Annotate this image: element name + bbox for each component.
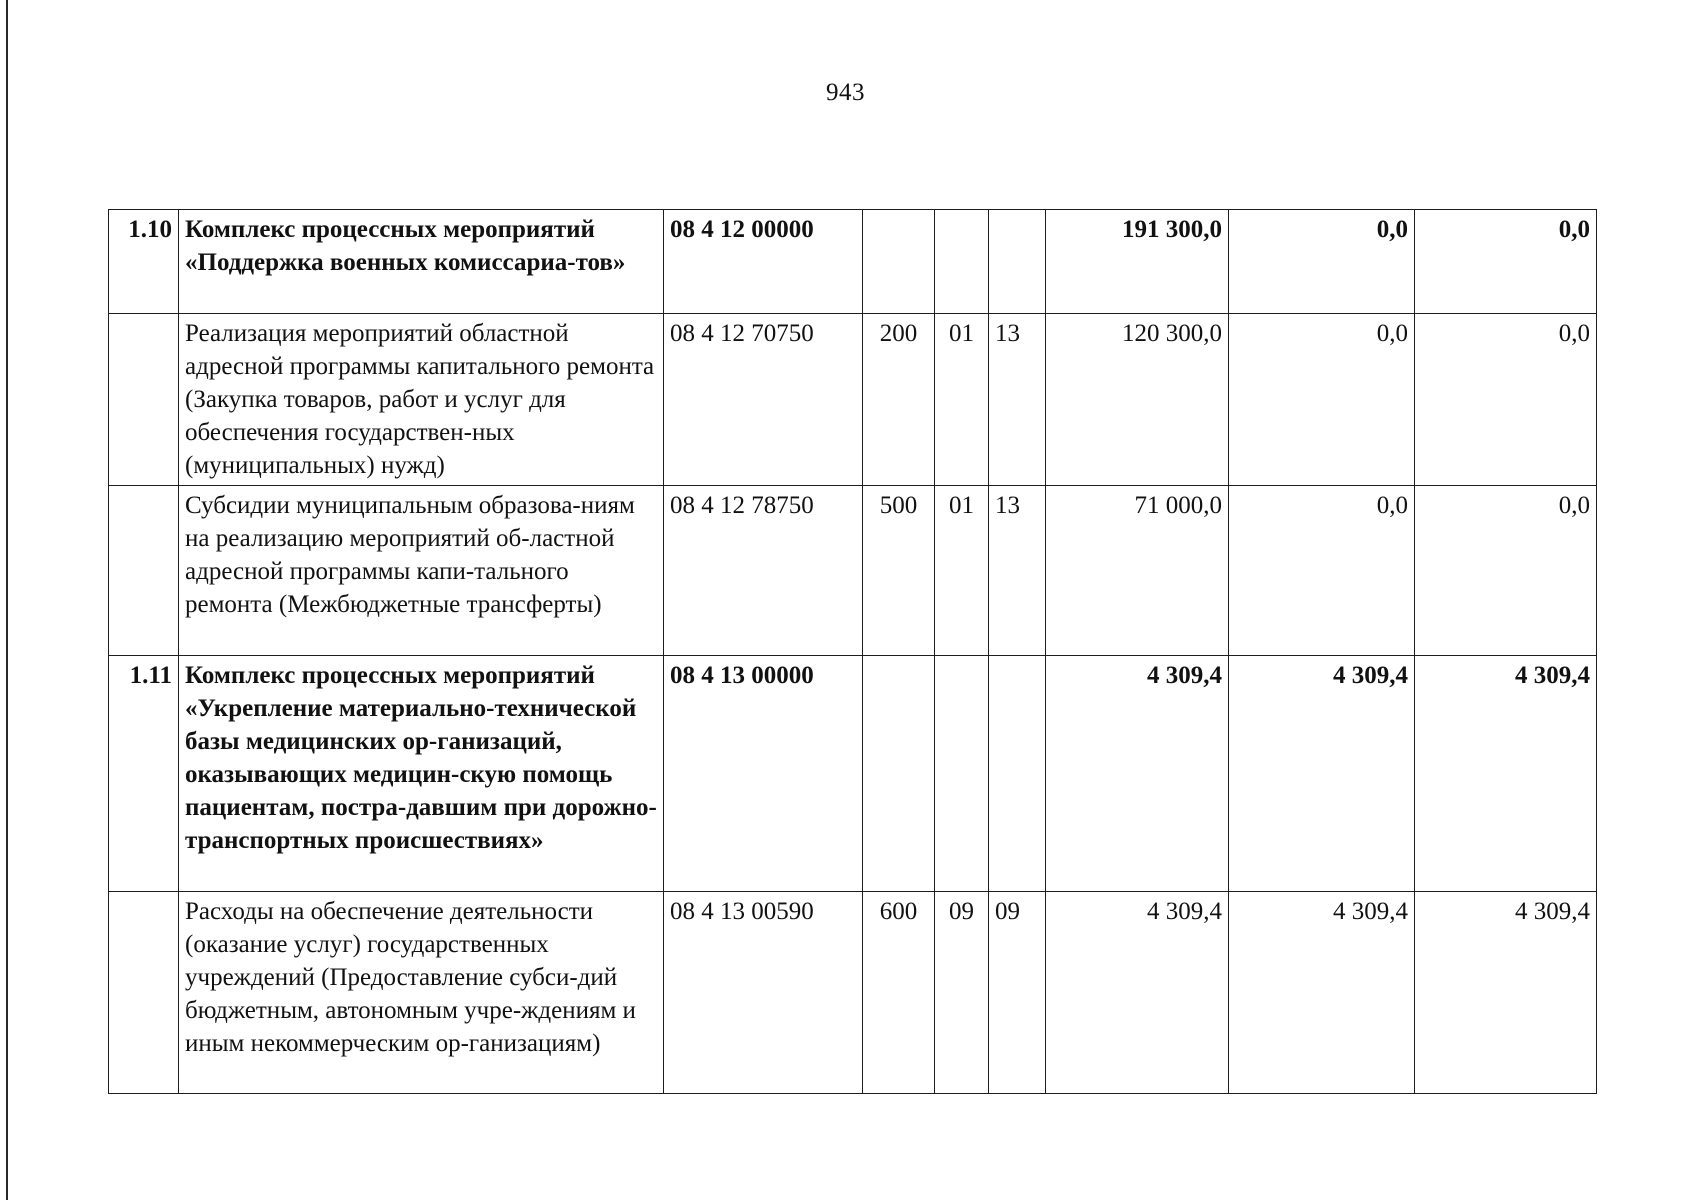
row-section: 01 xyxy=(935,314,989,486)
row-amount-2: 4 309,4 xyxy=(1229,892,1415,1094)
row-expense-type: 500 xyxy=(863,486,935,656)
row-amount-3: 0,0 xyxy=(1415,486,1597,656)
row-amount-1: 120 300,0 xyxy=(1046,314,1229,486)
row-section: 01 xyxy=(935,486,989,656)
row-name: Реализация мероприятий областной адресной программы капитального ремонта (Закупка товаров, работ и услуг для обеспечения государствен-ных (муниципальных) нужд) xyxy=(179,314,664,486)
row-amount-2: 0,0 xyxy=(1229,314,1415,486)
row-amount-1: 4 309,4 xyxy=(1046,892,1229,1094)
row-subsection xyxy=(989,210,1046,314)
row-subsection xyxy=(989,656,1046,892)
row-expense-type: 600 xyxy=(863,892,935,1094)
row-expense-type xyxy=(863,656,935,892)
row-code: 08 4 13 00590 xyxy=(664,892,863,1094)
row-subsection: 13 xyxy=(989,486,1046,656)
row-code: 08 4 12 00000 xyxy=(664,210,863,314)
row-code: 08 4 13 00000 xyxy=(664,656,863,892)
row-subsection: 09 xyxy=(989,892,1046,1094)
row-amount-1: 71 000,0 xyxy=(1046,486,1229,656)
row-expense-type: 200 xyxy=(863,314,935,486)
page-edge-line xyxy=(6,0,8,1200)
row-section xyxy=(935,210,989,314)
row-amount-2: 0,0 xyxy=(1229,210,1415,314)
row-number xyxy=(109,892,179,1094)
row-code: 08 4 12 70750 xyxy=(664,314,863,486)
table-row xyxy=(109,892,1597,1094)
row-subsection: 13 xyxy=(989,314,1046,486)
row-section xyxy=(935,656,989,892)
table-row xyxy=(109,314,1597,486)
table-row xyxy=(109,486,1597,656)
row-number xyxy=(109,314,179,486)
row-amount-3: 0,0 xyxy=(1415,314,1597,486)
row-name: Комплекс процессных мероприятий «Укрепление материально-технической базы медицинских ор-ганизаций, оказывающих медицин-скую помощь пациентам, постра-давшим при дорожно-транспортных происшествиях» xyxy=(179,656,664,892)
row-section: 09 xyxy=(935,892,989,1094)
table-row-1-10 xyxy=(109,210,1597,314)
budget-table xyxy=(108,209,1597,1094)
row-name: Расходы на обеспечение деятельности (оказание услуг) государственных учреждений (Предоставление субси-дий бюджетным, автономным учре-ждениям и иным некоммерческим ор-ганизациям) xyxy=(179,892,664,1094)
row-amount-3: 0,0 xyxy=(1415,210,1597,314)
table-row-1-11 xyxy=(109,656,1597,892)
row-number xyxy=(109,486,179,656)
row-amount-3: 4 309,4 xyxy=(1415,892,1597,1094)
row-amount-1: 4 309,4 xyxy=(1046,656,1229,892)
row-number: 1.10 xyxy=(109,210,179,314)
row-code: 08 4 12 78750 xyxy=(664,486,863,656)
row-amount-2: 0,0 xyxy=(1229,486,1415,656)
row-amount-2: 4 309,4 xyxy=(1229,656,1415,892)
row-expense-type xyxy=(863,210,935,314)
row-amount-1: 191 300,0 xyxy=(1046,210,1229,314)
row-name: Субсидии муниципальным образова-ниям на реализацию мероприятий об-ластной адресной программы капи-тального ремонта (Межбюджетные трансферты) xyxy=(179,486,664,656)
page-number: 943 xyxy=(826,79,865,106)
row-amount-3: 4 309,4 xyxy=(1415,656,1597,892)
row-number: 1.11 xyxy=(109,656,179,892)
row-name: Комплекс процессных мероприятий «Поддержка военных комиссариа-тов» xyxy=(179,210,664,314)
